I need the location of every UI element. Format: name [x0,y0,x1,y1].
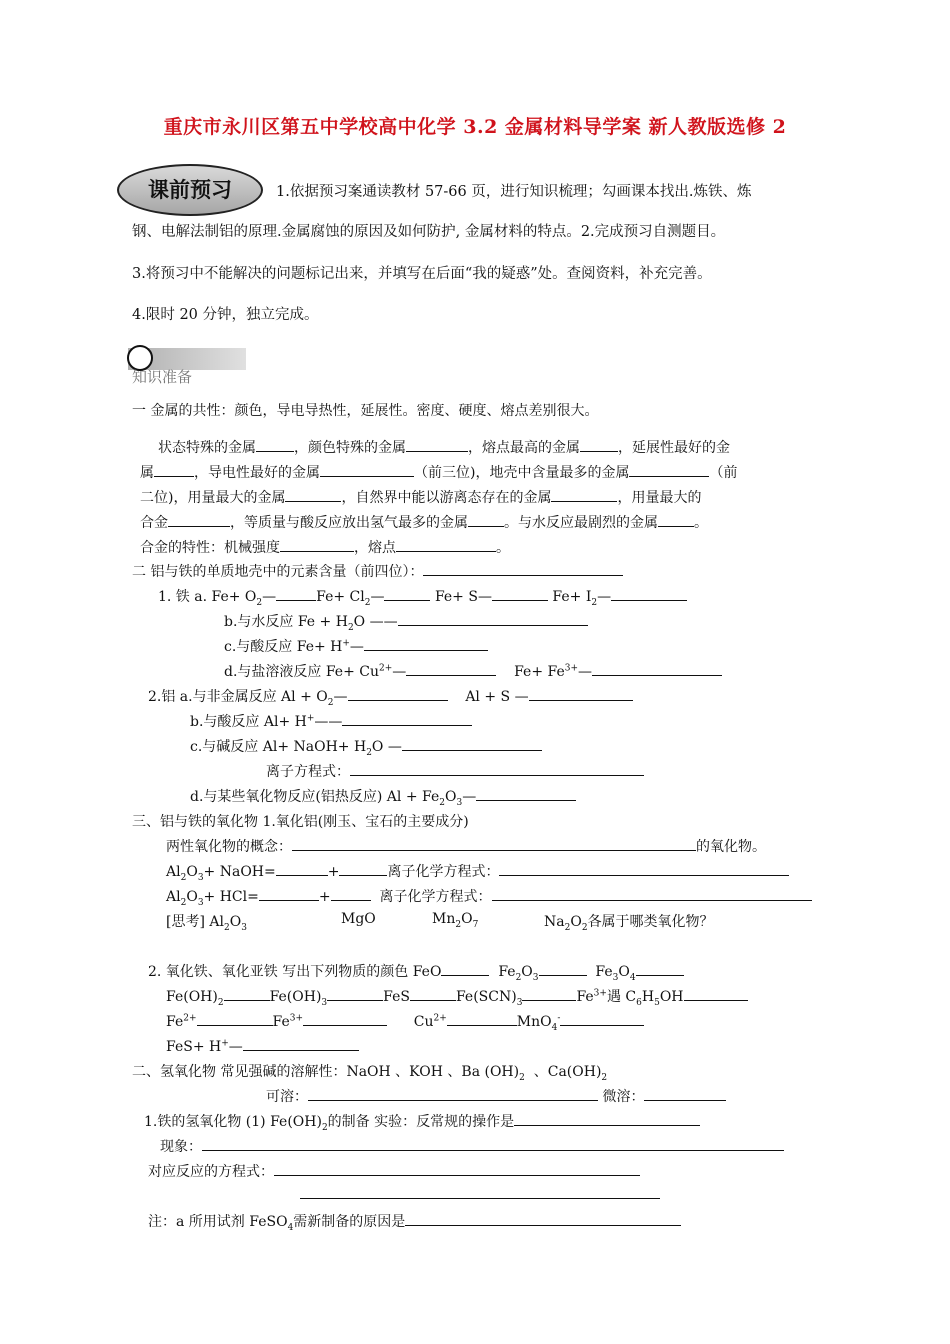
sec3-head: 三、铝与铁的氧化物 1.氧化铝(刚玉、宝石的主要成分) [132,814,469,830]
text: O — [371,739,402,755]
text: Na [544,914,565,930]
blank[interactable] [292,836,696,851]
sec4-head: 二、氢氧化物 常见强碱的溶解性：NaOH 、KOH 、Ba $(OH)_2$ 、$Ca(OH)_2$ [132,1064,608,1083]
text: 属 [140,465,154,481]
think-mn2o7: $Mn_2O_7$ [432,911,479,930]
text: 2.铝 a.与非金属反应 Al + O [148,689,328,705]
text: [思考] Al [166,914,224,930]
blank[interactable] [342,711,472,726]
text: Fe+ S— [434,589,492,605]
text: b.与水反应 Fe + H [224,614,348,630]
text: Cu [413,1014,434,1030]
blank[interactable] [405,1211,681,1226]
think-line: [思考] $Al_2O_3$ [166,914,247,933]
text: MnO [516,1014,552,1030]
blank[interactable] [684,986,748,1001]
blank[interactable] [447,1011,517,1026]
text: O —— [353,614,398,630]
text: — [578,664,593,680]
text: O [444,789,457,805]
blank[interactable] [658,512,694,527]
text: + HCl= [203,889,259,905]
text: Fe(OH) [269,989,322,1005]
text: ，颜色特殊的金属 [294,440,406,456]
preview-line-3: 3.将预习中不能解决的问题标记出来，并填写在后面“我的疑惑”处。查阅资料，补充完善。 [132,266,712,282]
text: O [229,914,242,930]
blank[interactable] [243,1036,359,1051]
blank[interactable] [499,861,789,876]
text: 、Ca(OH) [533,1064,602,1080]
text: c.与碱反应 Al+ NaOH+ H [190,739,367,755]
blank[interactable] [168,512,230,527]
amphoteric-def [166,836,766,856]
think-mgo: MgO [341,911,376,927]
text: 注：a 所用试剂 FeSO [148,1214,288,1230]
text: — [370,589,385,605]
text: Al + S — [465,689,529,705]
al-line-c: c.与碱反应 Al+ NaOH+ $H_2O$ — [190,736,542,758]
blank[interactable] [339,861,387,876]
think-na2o2: $Na_2O_2$各属于哪类氧化物？ [544,914,714,933]
iron-line-d: d.与盐溶液反应 $Fe+ Cu^{2+}—$ $Fe+ Fe^{3+}—$ [224,661,722,681]
text: ，自然界中能以游离态存在的金属 [341,490,552,506]
blank[interactable] [154,462,194,477]
blank[interactable] [592,661,722,676]
al-line-b: b.与酸反应 Al+ H+—— [190,711,472,731]
text: 。 [694,515,708,531]
text: ，导电性最好的金属 [194,465,320,481]
text: — [462,789,477,805]
blank[interactable] [611,586,687,601]
text: d.与某些氧化物反应(铝热反应) Al + Fe [190,789,440,805]
blank[interactable] [202,1136,784,1151]
text: Fe [498,964,516,980]
blank[interactable] [364,636,488,651]
text: — [262,589,277,605]
blank[interactable] [492,886,812,901]
text: ，等质量与酸反应放出氢气最多的金属 [230,515,468,531]
preview-line-1: 1.依据预习案通读教材 57-66 页，进行知识梳理；勾画课本找出.炼铁、炼 [276,184,752,200]
blank[interactable] [331,886,371,901]
text: O [618,964,630,980]
blank[interactable] [303,1011,387,1026]
text: + NaOH= [203,864,276,880]
text: 的氧化物。 [696,839,766,855]
blank[interactable] [580,437,618,452]
text: + [327,864,340,880]
text: Fe [166,1014,184,1030]
text: （前三位)，地壳中含量最多的金属 [414,465,630,481]
blank[interactable] [280,537,354,552]
blank[interactable] [560,1011,644,1026]
blank[interactable] [406,661,496,676]
blank[interactable] [197,1011,273,1026]
iron-oxide-colors-1: 2. 氧化铁、氧化亚铁 写出下列物质的颜色 FeO $Fe_2O_3$ $Fe_3O_4$ [148,961,684,983]
text: 需新制备的原因是 [293,1214,406,1230]
sec1-line-3 [140,487,701,507]
blank[interactable] [308,1086,598,1101]
solubility-line [266,1086,726,1106]
text: 对应反应的方程式： [148,1164,274,1180]
blank[interactable] [276,861,328,876]
iron-oxide-colors-2: $Fe(OH)_2$ $Fe(OH)_3$ FeS $Fe(SCN)_3$ $Fe^{3+}$遇 $C_6H_5OH$ [166,986,748,1008]
al-ion-line [266,761,644,781]
sec1-line-4 [140,512,708,532]
text: 离子化学方程式： [379,889,492,905]
text: Fe [595,964,613,980]
blank[interactable] [384,586,430,601]
al2o3-hcl: $Al_2O_3+ HCl=$ + 离子化学方程式： [166,886,812,908]
blank[interactable] [410,986,456,1001]
blank[interactable] [274,1161,640,1176]
sec2-head [132,561,623,581]
text: 。与水反应最剧烈的金属 [504,515,658,531]
text: Fe(OH) [166,989,218,1005]
text: Al [166,864,181,880]
text: ，延展性最好的金 [618,440,730,456]
text: FeS [383,989,410,1005]
text: O [570,914,582,930]
text: （前 [709,465,738,481]
feoh2-prep: 1.铁的氢氧化物 (1) $Fe(OH)_2$的制备 实验：反常规的操作是 [144,1111,700,1133]
iron-line-c: c.与酸反应 Fe+ H+— [224,636,488,656]
text: 2. 氧化铁、氧化亚铁 写出下列物质的颜色 FeO [148,964,442,980]
ion-colors: $Fe^{2+}$ $Fe^{3+}$ $Cu^{2+}$ MnO$_4$- [166,1011,644,1033]
text: 微溶： [602,1089,645,1105]
note-line: 注：a 所用试剂 FeSO$_4$需新制备的原因是 [148,1211,681,1233]
blank[interactable] [406,437,468,452]
blank[interactable] [348,686,448,701]
sec1-line-1 [158,437,730,457]
blank[interactable] [476,786,576,801]
text: 离子化学方程式： [387,864,500,880]
al-line-a: 2.铝 a.与非金属反应 $Al + O_2—$ Al + S — [148,686,633,708]
al-line-d: d.与某些氧化物反应(铝热反应) $Al + Fe_2O_3—$ [190,786,576,808]
text: FeS+ H [166,1039,222,1055]
text: 状态特殊的金属 [158,440,256,456]
text: 两性氧化物的概念： [166,839,292,855]
text: 各属于哪类氧化物？ [587,914,714,930]
blank[interactable] [224,986,270,1001]
text: Fe(SCN) [455,989,517,1005]
text: b.与酸反应 Al+ H [190,714,307,730]
text: 现象： [160,1139,202,1155]
text: ，熔点最高的金属 [468,440,580,456]
text: O [186,864,198,880]
blank[interactable] [636,961,684,976]
blank[interactable] [551,487,617,502]
blank[interactable] [644,1086,726,1101]
blank[interactable] [402,736,542,751]
preview-badge: 课前预习 [117,164,263,216]
text: 可溶： [266,1089,308,1105]
text: 的制备 实验：反常规的操作是 [327,1114,515,1130]
text: Fe+ Cl [316,589,365,605]
text: Fe+ I [552,589,592,605]
phenomenon-line [160,1136,784,1156]
text: d.与盐溶液反应 Fe+ Cu [224,664,380,680]
preview-line-2: 钢、电解法制铝的原理.金属腐蚀的原因及如何防护, 金属材料的特点。2.完成预习自测题目。 [132,224,726,240]
equation-line-2[interactable] [300,1198,660,1199]
blank[interactable] [514,1111,700,1126]
blank[interactable] [398,611,588,626]
equation-line [148,1161,640,1181]
blank[interactable] [539,961,587,976]
text: c.与酸反应 Fe+ H [224,639,343,655]
text: 二位)，用量最大的金属 [140,490,286,506]
sec1-line-0: 一 金属的共性：颜色，导电导热性，延展性。密度、硬度、熔点差别很大。 [132,403,599,419]
text: Al [166,889,181,905]
blank[interactable] [522,986,576,1001]
text: 1.铁的氢氧化物 (1) Fe(OH) [144,1114,322,1130]
text: O [521,964,533,980]
blank[interactable] [259,886,319,901]
text: 。 [496,540,510,556]
text: + [318,889,331,905]
document-title: 重庆市永川区第五中学校高中化学 3.2 金属材料导学案 新人教版选修 2 [163,116,787,138]
text: 遇 C [606,989,637,1005]
text: — [333,689,348,705]
text: Fe+ Fe [514,664,565,680]
text: —— [314,714,343,730]
text: Fe [272,1014,290,1030]
text: 二 铝与铁的单质地壳中的元素含量（前四位）： [132,564,424,580]
text: O [186,889,198,905]
al2o3-naoh: $Al_2O_3+$ NaOH= + 离子化学方程式： [166,861,789,883]
blank[interactable] [396,537,496,552]
blank[interactable] [441,961,489,976]
blank[interactable] [256,437,294,452]
blank[interactable] [285,487,341,502]
text: Mn [432,911,456,927]
text: O [461,911,473,927]
fes-line: FeS+ H+— [166,1036,359,1055]
text: ，用量最大的 [617,490,702,506]
text: — [228,1039,243,1055]
text: 二、氢氧化物 常见强碱的溶解性：NaOH 、KOH 、Ba (OH) [132,1064,520,1080]
iron-line-b: b.与水反应 $Fe + H_2O$ —— [224,611,588,633]
text: 合金的特性：机械强度 [140,540,280,556]
text: H [641,989,655,1005]
text: 1. 铁 a. Fe+ O [158,589,257,605]
text: 合金 [140,515,168,531]
blank[interactable] [468,512,504,527]
preview-line-4: 4.限时 20 分钟，独立完成。 [132,307,319,323]
blank[interactable] [423,561,623,576]
blank[interactable] [276,586,316,601]
sec1-line-2 [140,462,737,482]
text: — [392,664,407,680]
text: — [349,639,364,655]
knowledge-header: 知识准备 [132,368,193,386]
blank[interactable] [320,462,414,477]
text: — [597,589,612,605]
blank[interactable] [529,686,633,701]
blank[interactable] [350,761,644,776]
sec1-line-5 [140,537,510,557]
text: ，熔点 [354,540,396,556]
blank[interactable] [327,986,383,1001]
blank[interactable] [492,586,548,601]
blank[interactable] [629,462,709,477]
text: Fe [576,989,594,1005]
text: OH [659,989,684,1005]
iron-line-a: 1. 铁 a. $Fe+ O_2—$ $Fe+ Cl_2—$ Fe+ S— $Fe+ I_2—$ [158,586,687,608]
text: 离子方程式： [266,764,350,780]
